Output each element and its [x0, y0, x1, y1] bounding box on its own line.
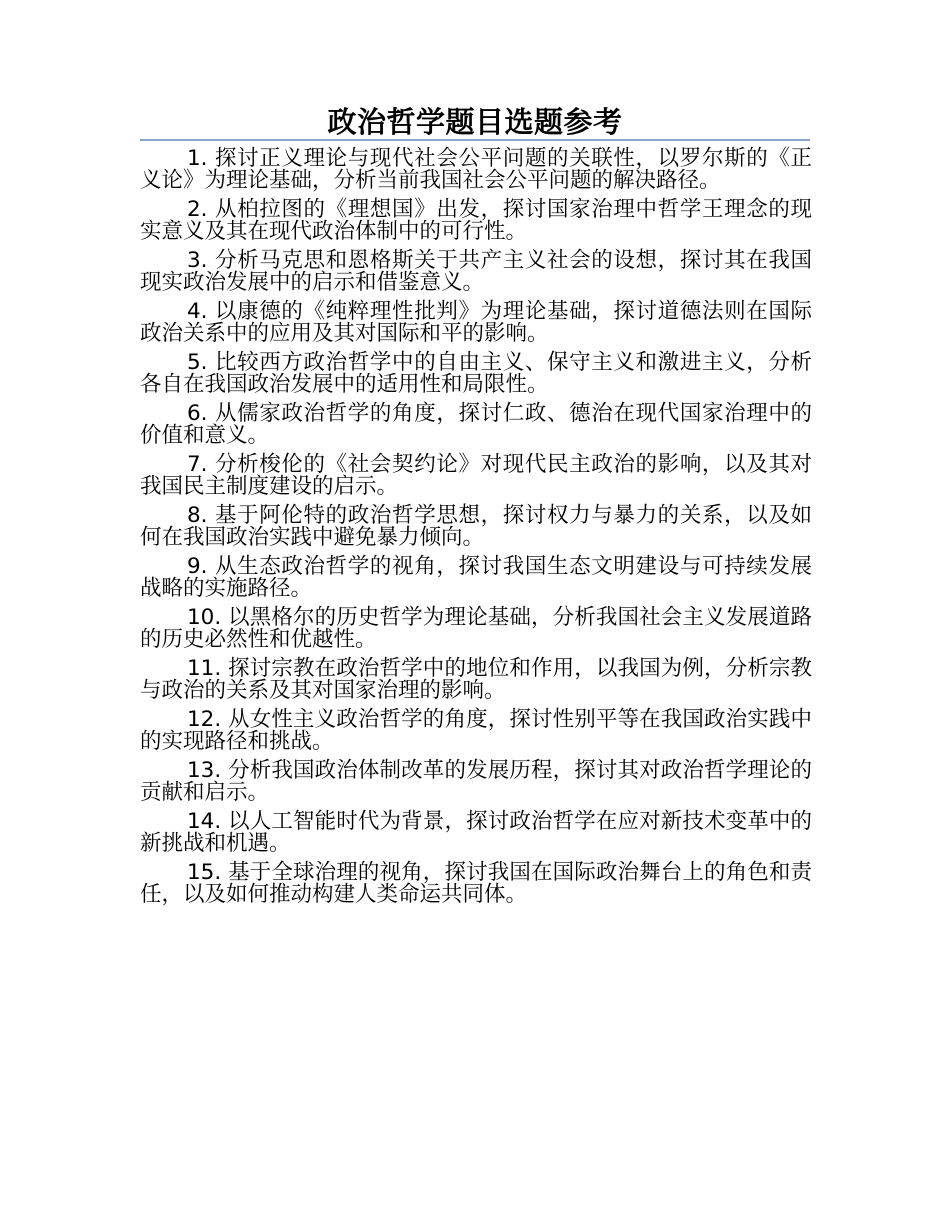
- topic-list: [140, 148, 812, 913]
- topic-item-5: 5. 比较西方政治哲学中的自由主义、保守主义和激进主义，分析各自在我国政治发展中的适用性和局限性。: [140, 350, 812, 397]
- topic-item-9: 9. 从生态政治哲学的视角，探讨我国生态文明建设与可持续发展战略的实施路径。: [140, 554, 812, 601]
- topic-item-8: 8. 基于阿伦特的政治哲学思想，探讨权力与暴力的关系，以及如何在我国政治实践中避免暴力倾向。: [140, 503, 812, 550]
- page-title: 政治哲学题目选题参考: [327, 105, 623, 139]
- topic-item-15: 15. 基于全球治理的视角，探讨我国在国际政治舞台上的角色和责任，以及如何推动构建人类命运共同体。: [140, 860, 812, 907]
- title-underline: [140, 139, 810, 141]
- topic-item-13: 13. 分析我国政治体制改革的发展历程，探讨其对政治哲学理论的贡献和启示。: [140, 758, 812, 805]
- topic-item-14: 14. 以人工智能时代为背景，探讨政治哲学在应对新技术变革中的新挑战和机遇。: [140, 809, 812, 856]
- topic-item-10: 10. 以黑格尔的历史哲学为理论基础，分析我国社会主义发展道路的历史必然性和优越性。: [140, 605, 812, 652]
- topic-item-1: 1. 探讨正义理论与现代社会公平问题的关联性，以罗尔斯的《正义论》为理论基础，分析当前我国社会公平问题的解决路径。: [140, 146, 812, 193]
- topic-item-2: 2. 从柏拉图的《理想国》出发，探讨国家治理中哲学王理念的现实意义及其在现代政治体制中的可行性。: [140, 197, 812, 244]
- topic-item-4: 4. 以康德的《纯粹理性批判》为理论基础，探讨道德法则在国际政治关系中的应用及其对国际和平的影响。: [140, 299, 812, 346]
- topic-item-3: 3. 分析马克思和恩格斯关于共产主义社会的设想，探讨其在我国现实政治发展中的启示和借鉴意义。: [140, 248, 812, 295]
- topic-item-7: 7. 分析梭伦的《社会契约论》对现代民主政治的影响，以及其对我国民主制度建设的启示。: [140, 452, 812, 499]
- topic-item-11: 11. 探讨宗教在政治哲学中的地位和作用，以我国为例，分析宗教与政治的关系及其对国家治理的影响。: [140, 656, 812, 703]
- topic-item-12: 12. 从女性主义政治哲学的角度，探讨性别平等在我国政治实践中的实现路径和挑战。: [140, 707, 812, 754]
- topic-item-6: 6. 从儒家政治哲学的角度，探讨仁政、德治在现代国家治理中的价值和意义。: [140, 401, 812, 448]
